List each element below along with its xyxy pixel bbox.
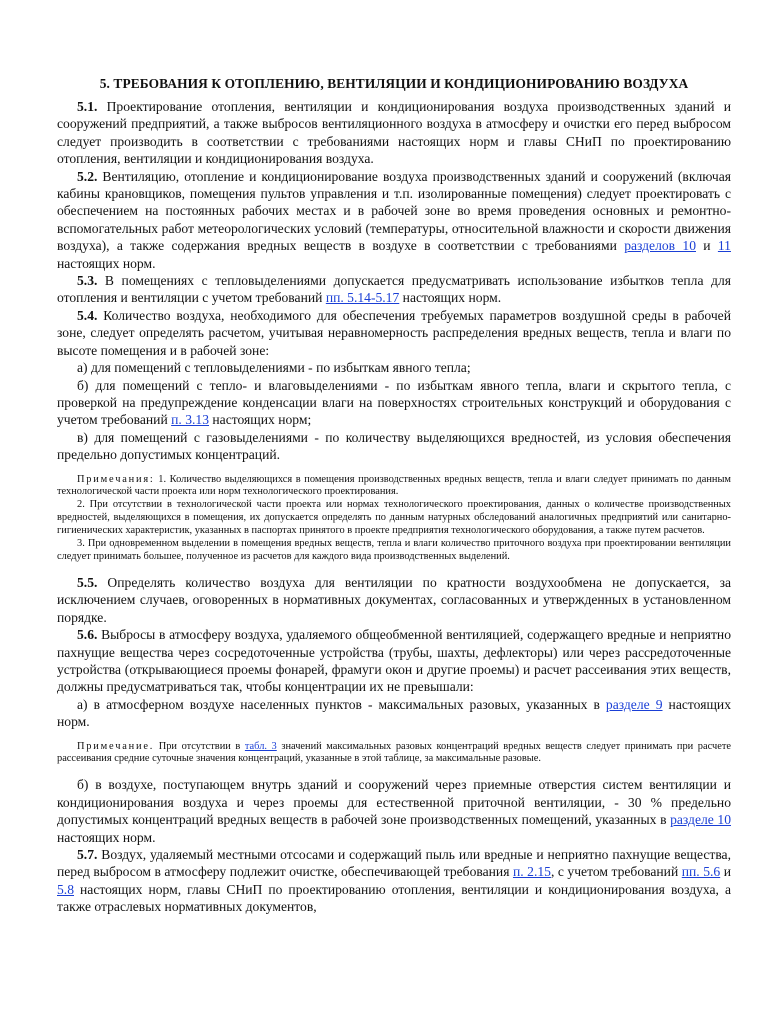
- document-page: [57, 75, 731, 916]
- paragraph-text: Выбросы в атмосферу воздуха, удаляемого общеобменной вентиляцией, содержащего вредные и неприятно пахнущие вещества через сосредоточенные устройства (трубы, шахты, дефлекторы) или через рассредоточенные устройства (открывающиеся проемы фонарей, фрамуги окон и другие проемы) и расчет рассеивания этих веществ, должны предусматриваться так, чтобы концентрации их не превышали:: [57, 627, 731, 695]
- clause-number: 5.6.: [77, 627, 98, 643]
- paragraph-text: б) для помещений с тепло- и влаговыделениями - по избыткам явного тепла, влаги и скрытого тепла, с проверкой на предупреждение конденсации влаги на поверхностях строительных конструкций и оборудования с учетом требований: [57, 377, 731, 428]
- paragraph-text: настоящих норм;: [209, 412, 312, 428]
- link-section-11[interactable]: 11: [717, 238, 731, 254]
- note-text: 1. Количество выделяющихся в помещения производственных вредных веществ, тепла и влаги следует принимать по данным технологической части проекта или норм технологического проектирования.: [57, 473, 731, 498]
- paragraph-text: Воздух, удаляемый местными отсосами и содержащий пыль или вредные и неприятно пахнущие вещества, перед выбросом в атмосферу подлежит очистке, обеспечивающей требования: [57, 846, 731, 880]
- link-p-3-13[interactable]: п. 3.13: [171, 412, 209, 428]
- paragraph-5-4-b: [57, 377, 731, 429]
- paragraph-text: Количество воздуха, необходимого для обеспечения требуемых параметров воздушной среды в рабочей зоне, следует определять расчетом, учитывая неравномерность распределения вредных веществ, тепла и влаги по высоте помещения и в рабочей зоне:: [57, 307, 731, 358]
- link-p-2-15[interactable]: п. 2.15: [512, 864, 551, 880]
- paragraph-5-6: [57, 626, 731, 696]
- note-1: [57, 474, 731, 500]
- paragraph-text: б) в воздухе, поступающем внутрь зданий и сооружений через приемные отверстия систем вентиляции и кондиционирования воздуха и через проемы для естественной приточной вентиляции, - 30 % предельно допустимых концентраций вредных веществ в рабочей зоне производственных помещений, указанных в: [57, 777, 731, 828]
- clause-number: 5.7.: [77, 846, 98, 862]
- note-text: значений максимальных разовых концентраций вредных веществ следует принимать при расчете рассеивания средние суточные значения концентраций, указанные в этой таблице, за максимальные разовые.: [57, 740, 732, 765]
- note-text: При отсутствии в: [154, 740, 245, 752]
- paragraph-5-2: [57, 168, 731, 272]
- link-5-8[interactable]: 5.8: [57, 881, 74, 897]
- paragraph-5-6-a: [57, 696, 731, 731]
- paragraph-5-4-c: в) для помещений с газовыделениями - по количеству выделяющихся вредностей, из условия обеспечения предельно допустимых концентраций.: [57, 429, 731, 463]
- link-pp-5-14-5-17[interactable]: пп. 5.14-5.17: [325, 290, 400, 306]
- paragraph-5-1: [57, 98, 731, 168]
- paragraph-text: настоящих норм.: [57, 255, 156, 271]
- link-table-3[interactable]: табл. 3: [244, 740, 277, 752]
- paragraph-text: и: [696, 238, 718, 254]
- note-table-3: [57, 741, 731, 767]
- paragraph-5-5: [57, 574, 731, 626]
- paragraph-5-4-a: а) для помещений с тепловыделениями - по избыткам явного тепла;: [77, 360, 471, 376]
- paragraph-text: а) в атмосферном воздухе населенных пунктов - максимальных разовых, указанных в: [77, 696, 606, 712]
- clause-number: 5.3.: [77, 273, 98, 289]
- clause-number: 5.1.: [77, 99, 98, 114]
- paragraph-text: Определять количество воздуха для вентиляции по кратности воздухообмена не допускается, за исключением случаев, оговоренных в нормативных документах, согласованных и утвержденных в установленном порядке.: [57, 574, 731, 625]
- link-section-9[interactable]: разделе 9: [605, 696, 663, 712]
- clause-number: 5.2.: [77, 168, 98, 184]
- paragraph-5-3: [57, 272, 731, 307]
- link-pp-5-6[interactable]: пп. 5.6: [681, 864, 721, 880]
- link-sections-10[interactable]: разделов 10: [624, 238, 696, 254]
- paragraph-text: настоящих норм.: [399, 290, 502, 306]
- link-section-10[interactable]: разделе 10: [670, 812, 731, 828]
- section-title: 5. ТРЕБОВАНИЯ К ОТОПЛЕНИЮ, ВЕНТИЛЯЦИИ И КОНДИЦИОНИРОВАНИЮ ВОЗДУХА: [99, 76, 689, 91]
- note-label: Примечание.: [77, 740, 155, 752]
- paragraph-text: , с учетом требований: [550, 864, 682, 880]
- paragraph-5-7: [57, 846, 731, 916]
- paragraph-text: настоящих норм.: [57, 696, 731, 730]
- paragraph-5-4: [57, 307, 731, 359]
- note-3: 3. При одновременном выделении в помещения вредных веществ, тепла и влаги количество приточного воздуха при проектировании вентиляции следует принимать большее, полученное из расчетов для каждого вида производственных выделений.: [57, 538, 731, 562]
- paragraph-5-6-b: [57, 776, 731, 846]
- paragraph-text: Вентиляцию, отопление и кондиционирование воздуха производственных зданий и сооружений (включая кабины крановщиков, помещения пультов управления и т.п. изолированные помещения) следует проектировать с обеспечением на постоянных рабочих местах и в рабочей зоне во время проведения основных и ремонтно-вспомогательных работ метеорологических условий (температуры, относительной влажности и скорости движения воздуха), а также содержания вредных веществ в воздухе в соответствии с требованиями: [57, 168, 731, 254]
- paragraph-text: настоящих норм, главы СНиП по проектированию отопления, вентиляции и кондиционирования воздуха, а также отраслевых нормативных документов,: [57, 881, 731, 915]
- clause-number: 5.4.: [77, 307, 98, 323]
- paragraph-text: В помещениях с тепловыделениями допускается предусматривать использование избытков тепла для отопления и вентиляции с учетом требований: [57, 273, 731, 306]
- note-2: 2. При отсутствии в технологической части проекта или нормах технологического проектирования, данных о количестве производственных вредностей, выделяющихся в помещения, их допускается определять по данным натурных обследований аналогичных предприятий или санитарно-гигиенических характеристик, указанных в паспортах принятого в проекте предприятия технологического оборудования, а также путем расчетов.: [57, 499, 731, 537]
- notes-label: Примечания:: [77, 473, 155, 485]
- paragraph-text: и: [720, 864, 731, 880]
- clause-number: 5.5.: [77, 574, 98, 590]
- paragraph-text: настоящих норм.: [57, 829, 156, 845]
- paragraph-text: Проектирование отопления, вентиляции и кондиционирования воздуха производственных зданий и сооружений предприятий, а также выбросов вентиляционного воздуха в атмосферу и очистки его перед выбросом следует производить в соответствии с требованиями настоящих норм и главы СНиП по проектированию отопления, вентиляции и кондиционирования воздуха.: [57, 99, 731, 167]
